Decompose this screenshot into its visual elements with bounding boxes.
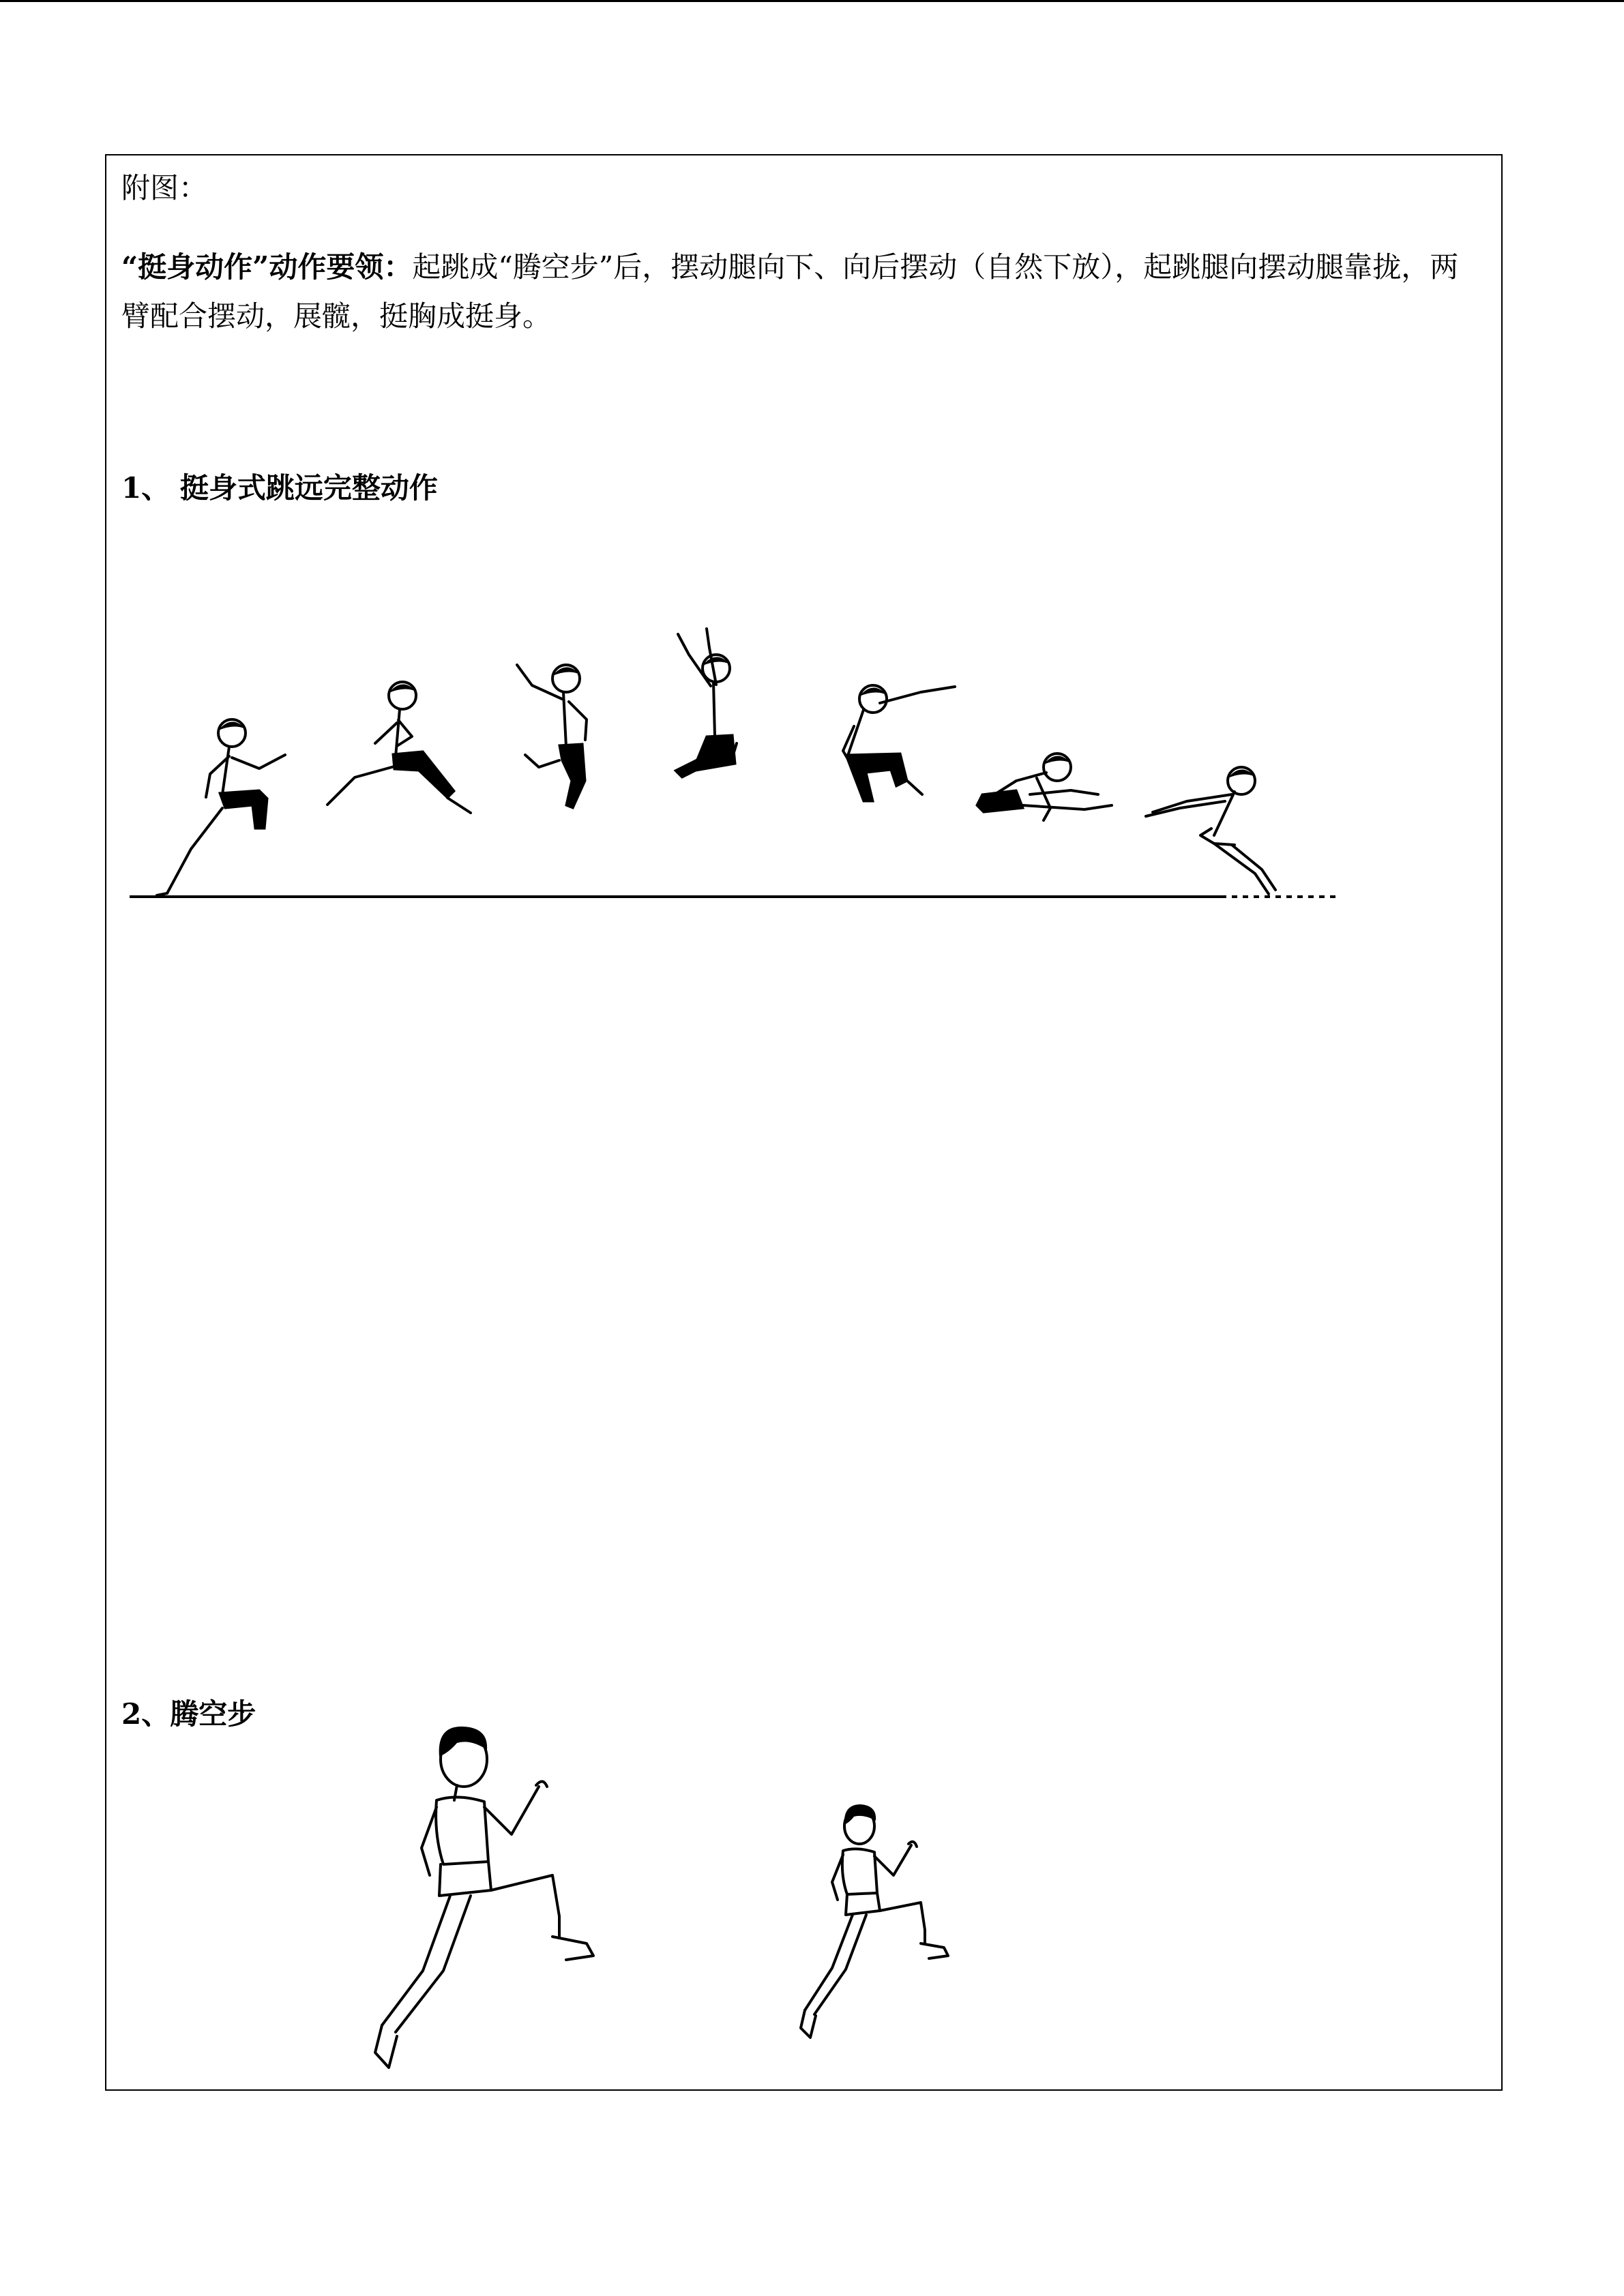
- running-athlete-large-illustration: [355, 1712, 628, 2080]
- jump-phase-6-figure: [977, 754, 1112, 820]
- section-title-stride-jump: 2、腾空步: [121, 1697, 256, 1731]
- running-athlete-small-illustration: [778, 1793, 969, 2053]
- jump-phase-7-figure: [1146, 767, 1275, 894]
- jump-phase-1-figure: [157, 719, 285, 895]
- jump-phase-2-figure: [327, 682, 471, 813]
- description-body: 起跳成“腾空步”后，摆动腿向下、向后摆动（自然下放），起跳腿向摆动腿靠拢，两臂配合摆动，展髋，挺胸成挺身。: [121, 250, 1459, 333]
- jump-phase-4-figure: [675, 629, 737, 777]
- jump-phase-5-figure: [843, 685, 955, 801]
- description-lead: “挺身动作”动作要领：: [121, 250, 413, 284]
- page-heading: 附图：: [121, 171, 208, 205]
- section-title-complete-action: 1、 挺身式跳远完整动作: [121, 471, 438, 505]
- long-jump-sequence-illustration: [123, 614, 1350, 914]
- page-top-border: [0, 0, 1624, 2]
- technique-description: [121, 243, 1479, 341]
- jump-phase-3-figure: [517, 665, 587, 808]
